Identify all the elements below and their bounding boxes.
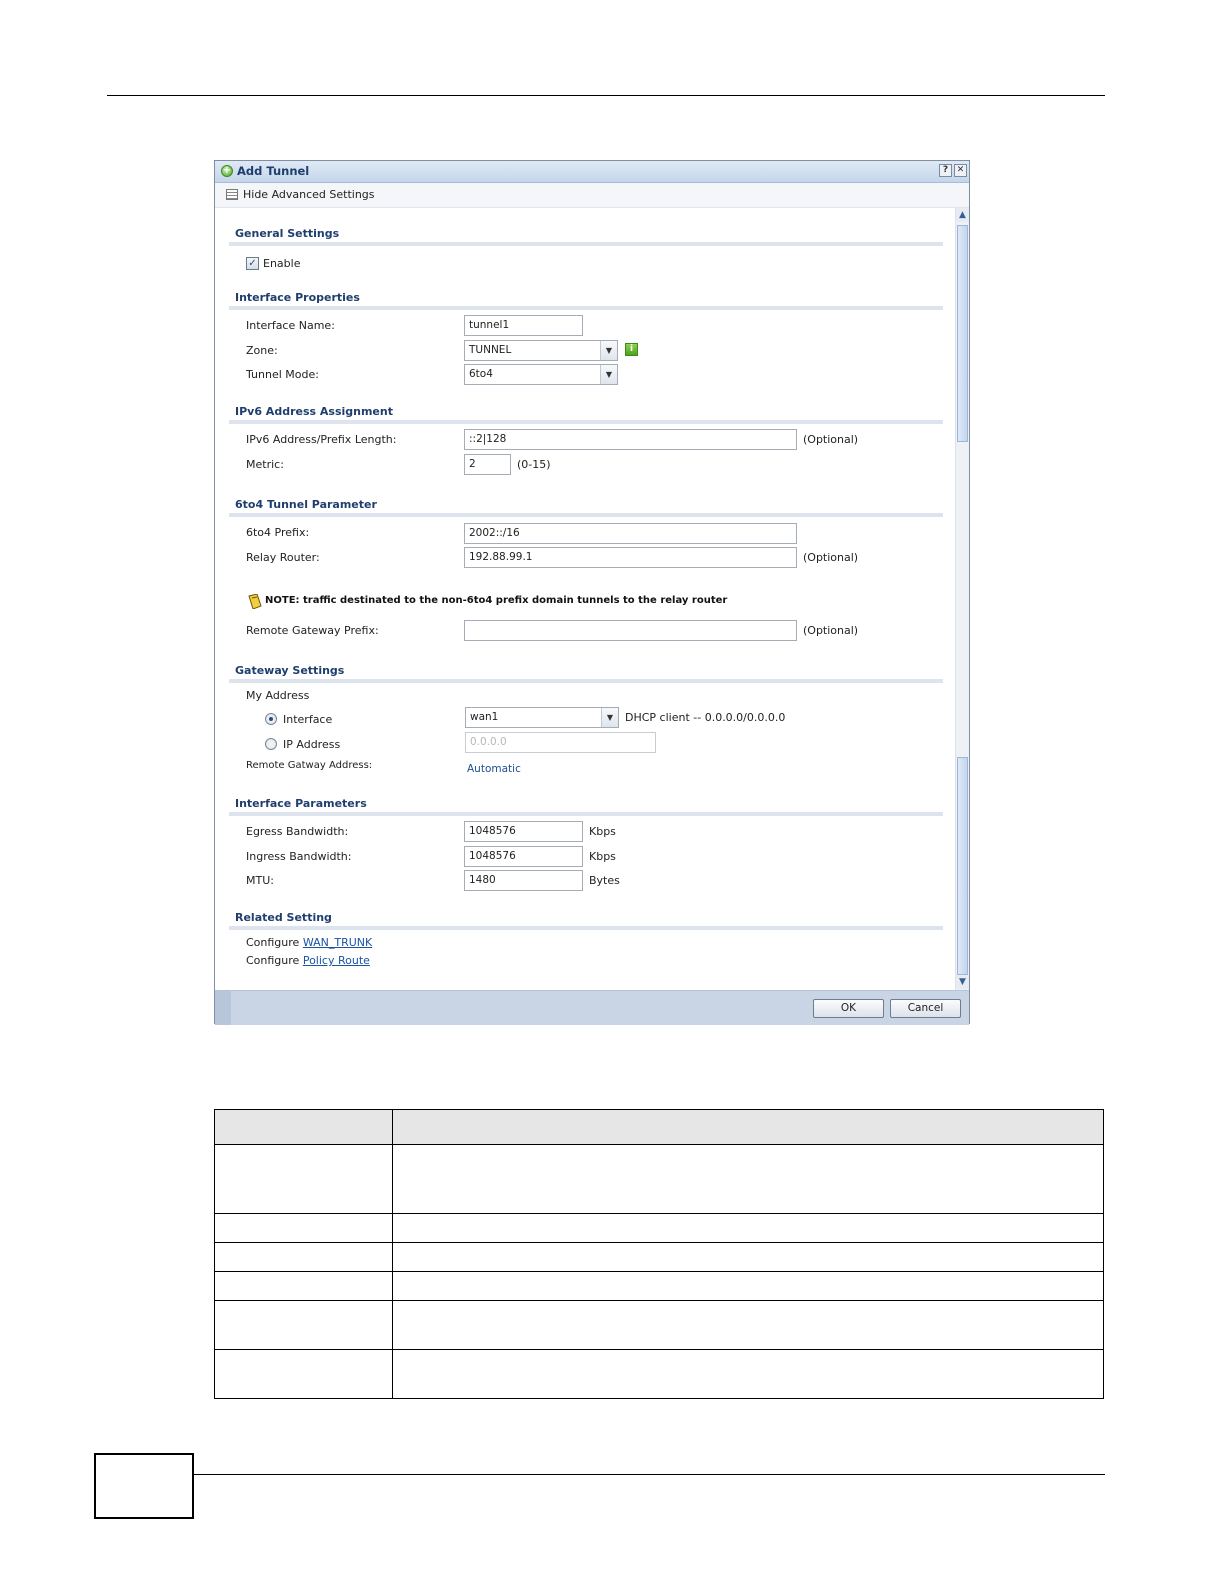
ipv6-optional-hint: (Optional) xyxy=(803,433,859,446)
enable-label: Enable xyxy=(263,257,301,270)
relay-optional-hint: (Optional) xyxy=(803,551,859,564)
zone-select[interactable] xyxy=(464,340,618,361)
section-divider xyxy=(229,420,943,424)
metric-label: Metric: xyxy=(246,458,284,471)
table-header-cell xyxy=(215,1110,393,1145)
page-footer-rule xyxy=(192,1474,1105,1475)
remote-gateway-prefix-label: Remote Gateway Prefix: xyxy=(246,624,379,637)
cancel-button[interactable]: Cancel xyxy=(890,999,961,1018)
egress-bandwidth-input[interactable]: 1048576 xyxy=(464,821,583,842)
table-row xyxy=(215,1350,1104,1399)
table-cell xyxy=(393,1243,1104,1272)
table-cell xyxy=(215,1214,393,1243)
section-divider xyxy=(229,513,943,517)
configure-wan-trunk-row xyxy=(246,936,372,949)
list-icon xyxy=(226,189,238,200)
table-row xyxy=(215,1145,1104,1214)
add-tunnel-dialog xyxy=(214,160,970,1024)
mtu-input[interactable]: 1480 xyxy=(464,870,583,891)
table-cell xyxy=(215,1350,393,1399)
page-header-rule xyxy=(107,95,1105,96)
ingress-unit: Kbps xyxy=(589,850,616,863)
add-icon: + xyxy=(222,165,232,176)
interface-radio-label: Interface xyxy=(283,713,333,726)
relay-router-label: Relay Router: xyxy=(246,551,320,564)
enable-checkbox[interactable]: ✓ xyxy=(246,257,259,270)
zone-value: TUNNEL xyxy=(469,344,512,356)
tunnel-mode-value: 6to4 xyxy=(469,368,493,380)
table-row xyxy=(215,1301,1104,1350)
scroll-down-icon[interactable]: ▼ xyxy=(956,975,969,989)
section-general-settings: General Settings xyxy=(235,227,340,240)
ip-address-radio[interactable] xyxy=(265,738,277,750)
wan-trunk-link[interactable]: WAN_TRUNK xyxy=(302,936,373,949)
interface-name-label: Interface Name: xyxy=(246,319,335,332)
table-row xyxy=(215,1243,1104,1272)
ipv6-address-input[interactable]: ::2|128 xyxy=(464,429,797,450)
tunnel-mode-select[interactable] xyxy=(464,364,618,385)
footer-edge xyxy=(215,991,231,1025)
6to4-prefix-input[interactable]: 2002::/16 xyxy=(464,523,797,544)
dialog-footer xyxy=(215,990,969,1025)
section-divider xyxy=(229,679,943,683)
table-cell xyxy=(393,1214,1104,1243)
chevron-down-icon: ▼ xyxy=(600,365,617,384)
mtu-label: MTU: xyxy=(246,874,274,887)
section-divider xyxy=(229,306,943,310)
table-header-row xyxy=(215,1110,1104,1145)
remote-gateway-address-label: Remote Gatway Address: xyxy=(246,760,373,771)
ok-button[interactable]: OK xyxy=(813,999,884,1018)
section-6to4-tunnel-parameter: 6to4 Tunnel Parameter xyxy=(235,498,377,511)
note-icon xyxy=(248,594,262,609)
interface-name-input[interactable]: tunnel1 xyxy=(464,315,583,336)
section-divider xyxy=(229,926,943,930)
table-cell xyxy=(393,1301,1104,1350)
content-scrollbar[interactable] xyxy=(955,208,969,990)
section-divider xyxy=(229,812,943,816)
scroll-thumb-lower[interactable] xyxy=(957,757,968,975)
ip-address-radio-label: IP Address xyxy=(283,738,341,751)
remote-gateway-prefix-input[interactable] xyxy=(464,620,797,641)
metric-input[interactable]: 2 xyxy=(464,454,511,475)
6to4-prefix-label: 6to4 Prefix: xyxy=(246,526,310,539)
chevron-down-icon: ▼ xyxy=(600,341,617,360)
my-address-label: My Address xyxy=(246,689,310,702)
table-row xyxy=(215,1214,1104,1243)
interface-select[interactable] xyxy=(465,707,619,728)
scroll-thumb[interactable] xyxy=(957,225,968,442)
mtu-unit: Bytes xyxy=(589,874,620,887)
ingress-bandwidth-label: Ingress Bandwidth: xyxy=(246,850,352,863)
scroll-up-icon[interactable]: ▲ xyxy=(956,208,969,222)
table-header-cell xyxy=(393,1110,1104,1145)
zone-label: Zone: xyxy=(246,344,278,357)
dialog-title: Add Tunnel xyxy=(237,164,310,178)
remote-gateway-address-value: Automatic xyxy=(467,763,521,775)
ipv6-address-label: IPv6 Address/Prefix Length: xyxy=(246,433,397,446)
table-cell xyxy=(215,1145,393,1214)
page-number-box xyxy=(94,1453,194,1519)
configure-policy-route-row xyxy=(246,954,370,967)
relay-router-input[interactable]: 192.88.99.1 xyxy=(464,547,797,568)
remote-prefix-optional-hint: (Optional) xyxy=(803,624,859,637)
table-row xyxy=(215,1272,1104,1301)
section-related-setting: Related Setting xyxy=(235,911,332,924)
table-cell xyxy=(215,1301,393,1350)
ip-address-input[interactable]: 0.0.0.0 xyxy=(465,732,656,753)
section-ipv6-address-assignment: IPv6 Address Assignment xyxy=(235,405,393,418)
section-gateway-settings: Gateway Settings xyxy=(235,664,345,677)
policy-route-link[interactable]: Policy Route xyxy=(302,954,370,967)
ingress-bandwidth-input[interactable]: 1048576 xyxy=(464,846,583,867)
configure-label: Configure xyxy=(246,936,300,949)
section-interface-properties: Interface Properties xyxy=(235,291,360,304)
tunnel-mode-label: Tunnel Mode: xyxy=(246,368,319,381)
egress-bandwidth-label: Egress Bandwidth: xyxy=(246,825,349,838)
dhcp-client-status: DHCP client -- 0.0.0.0/0.0.0.0 xyxy=(625,711,786,724)
metric-range-hint: (0-15) xyxy=(517,458,551,471)
dialog-content xyxy=(215,208,955,990)
info-icon[interactable]: i xyxy=(625,343,638,356)
table-cell xyxy=(393,1350,1104,1399)
help-icon[interactable]: ? xyxy=(939,164,952,177)
close-icon[interactable]: ✕ xyxy=(954,164,967,177)
relay-note: NOTE: traffic destinated to the non-6to4 prefix domain tunnels to the relay router xyxy=(265,595,728,606)
dialog-titlebar xyxy=(215,161,969,183)
table-cell xyxy=(393,1145,1104,1214)
table-cell xyxy=(215,1243,393,1272)
section-divider xyxy=(229,242,943,246)
table-cell xyxy=(215,1272,393,1301)
table-cell xyxy=(393,1272,1104,1301)
chevron-down-icon: ▼ xyxy=(601,708,618,727)
section-interface-parameters: Interface Parameters xyxy=(235,797,367,810)
configure-label: Configure xyxy=(246,954,300,967)
dialog-toolbar xyxy=(215,183,969,208)
hide-advanced-settings-button[interactable]: Hide Advanced Settings xyxy=(243,188,375,201)
interface-value: wan1 xyxy=(470,711,499,723)
egress-unit: Kbps xyxy=(589,825,616,838)
interface-radio[interactable] xyxy=(265,713,277,725)
description-table xyxy=(214,1109,1104,1399)
